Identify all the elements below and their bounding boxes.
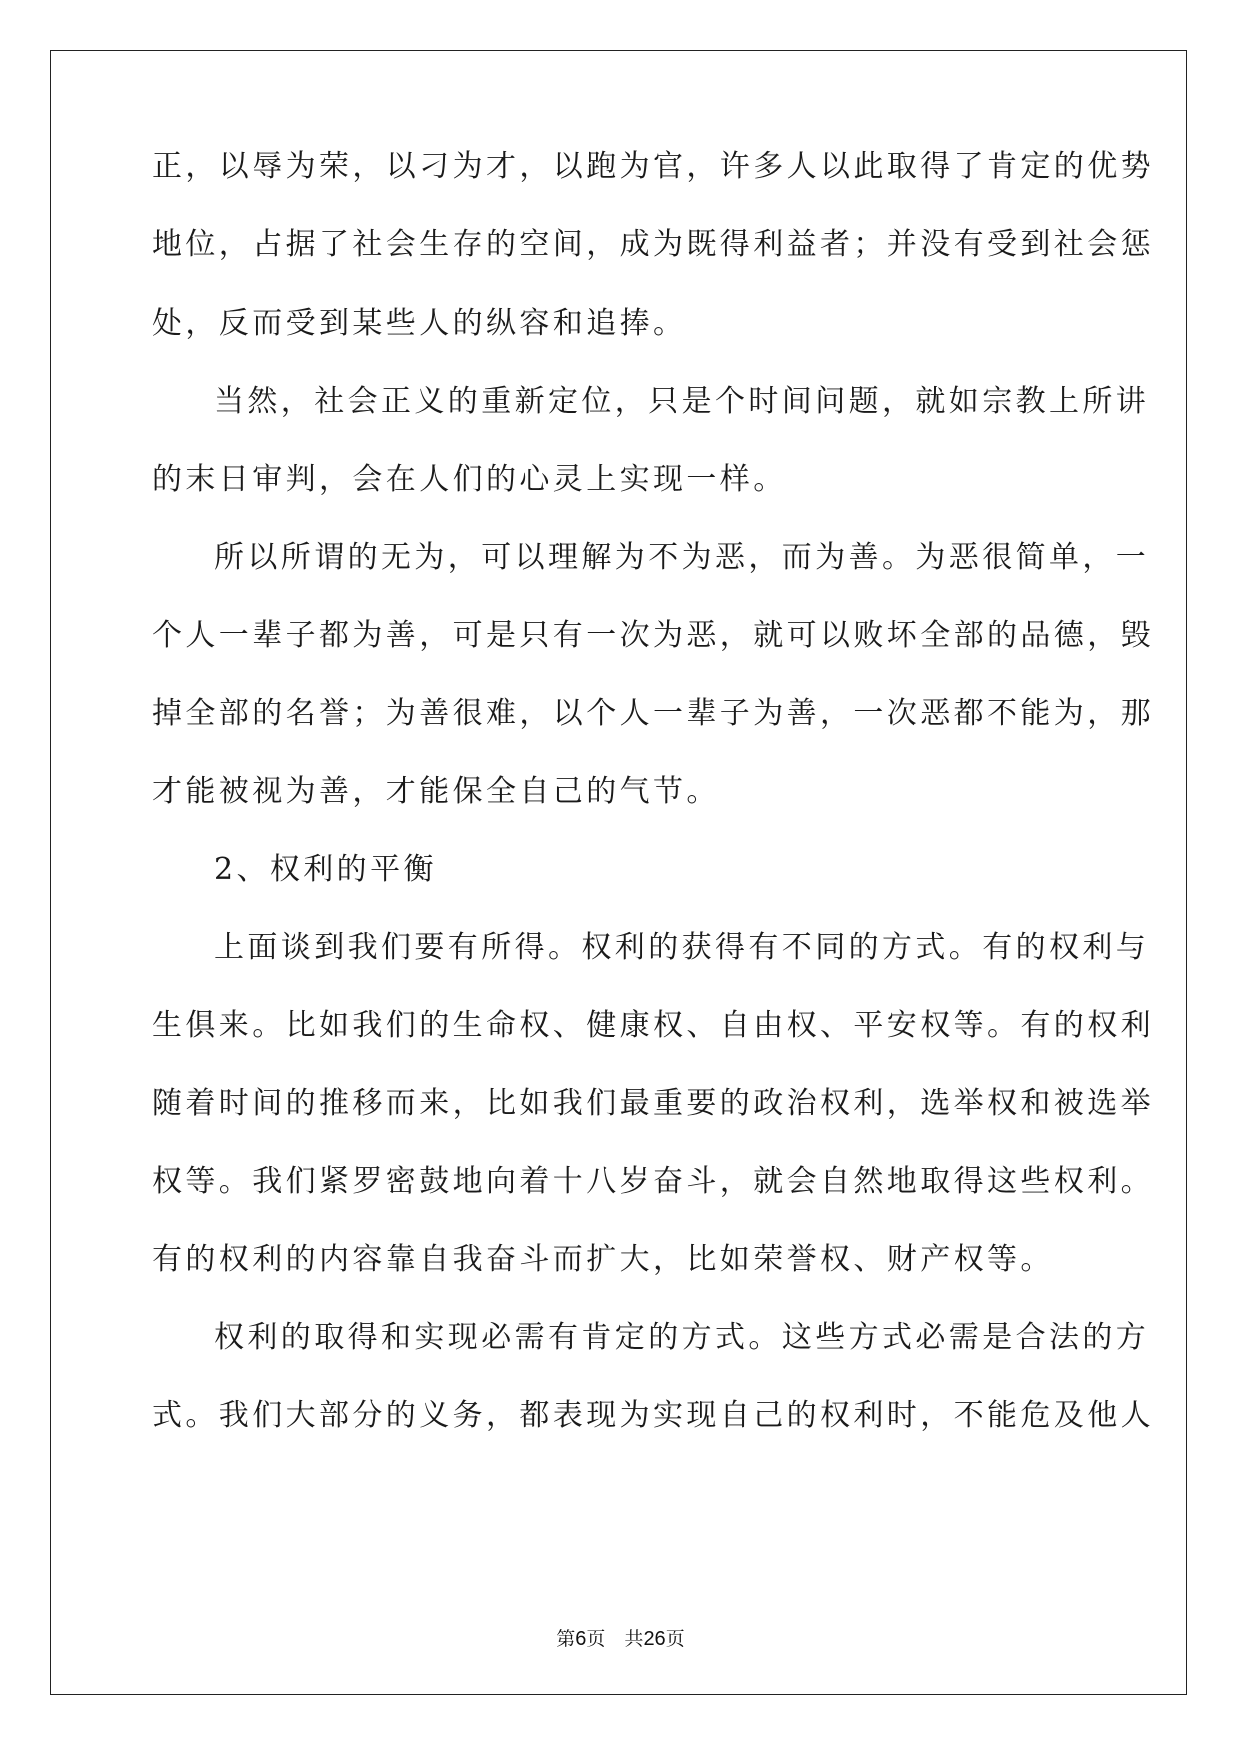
- paragraph-start: 所以所谓的无为，可以理解为不为恶，而为善。为恶很简单，一: [214, 540, 1150, 575]
- paragraph-start: 当然，社会正义的重新定位，只是个时间问题，就如宗教上所讲: [214, 384, 1150, 419]
- text-line: 地位，占据了社会生存的空间，成为既得利益者；并没有受到社会惩: [152, 227, 1154, 262]
- footer-suffix: 页: [665, 1628, 685, 1650]
- page-footer: [0, 1627, 1241, 1651]
- paragraph-start: 权利的取得和实现必需有肯定的方式。这些方式必需是合法的方: [214, 1320, 1150, 1355]
- footer-prefix: 第: [556, 1628, 576, 1650]
- text-line: 正，以辱为荣，以刁为才，以跑为官，许多人以此取得了肯定的优势: [152, 149, 1154, 184]
- total-page-count: 26: [643, 1628, 666, 1650]
- text-line: 有的权利的内容靠自我奋斗而扩大，比如荣誉权、财产权等。: [152, 1242, 1054, 1277]
- text-line: 掉全部的名誉；为善很难，以个人一辈子为善，一次恶都不能为，那: [152, 696, 1154, 731]
- text-line: 个人一辈子都为善，可是只有一次为恶，就可以败坏全部的品德，毁: [152, 618, 1154, 653]
- text-line: 式。我们大部分的义务，都表现为实现自己的权利时，不能危及他人: [152, 1398, 1154, 1433]
- section-heading: 2、权利的平衡: [214, 852, 437, 887]
- text-line: 才能被视为善，才能保全自己的气节。: [152, 774, 720, 809]
- text-line: 权等。我们紧罗密鼓地向着十八岁奋斗，就会自然地取得这些权利。: [152, 1164, 1154, 1199]
- text-line: 的末日审判，会在人们的心灵上实现一样。: [152, 462, 787, 497]
- text-line: 生俱来。比如我们的生命权、健康权、自由权、平安权等。有的权利: [152, 1008, 1154, 1043]
- current-page-number: 6: [575, 1628, 587, 1650]
- text-line: 处，反而受到某些人的纵容和追捧。: [152, 306, 687, 341]
- text-line: 随着时间的推移而来，比如我们最重要的政治权利，选举权和被选举: [152, 1086, 1154, 1121]
- paragraph-start: 上面谈到我们要有所得。权利的获得有不同的方式。有的权利与: [214, 930, 1150, 965]
- footer-middle: 页 共: [586, 1628, 644, 1650]
